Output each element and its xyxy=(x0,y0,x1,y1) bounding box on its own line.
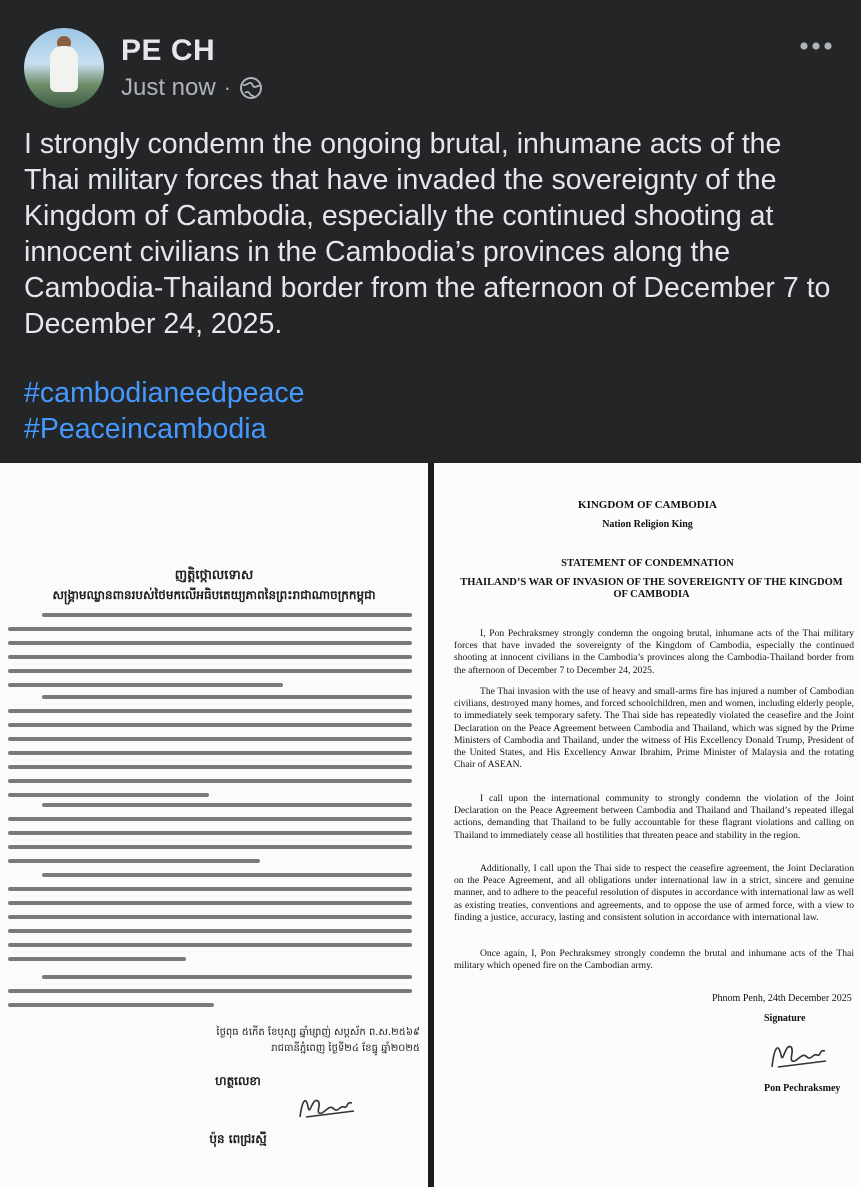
doc-heading-motto: Nation Religion King xyxy=(602,519,693,530)
khmer-text-line xyxy=(8,723,412,727)
khmer-text-line xyxy=(42,873,412,877)
doc-signature-label: Signature xyxy=(764,1013,806,1024)
doc-signatory-name: Pon Pechraksmey xyxy=(764,1083,841,1094)
khmer-text-line xyxy=(8,845,412,849)
khmer-text-line xyxy=(8,737,412,741)
khmer-text-line xyxy=(8,779,412,783)
khmer-signatory-name: ប៉ុន ពេជ្ររស្មី xyxy=(209,1132,267,1146)
doc-paragraph-4: Additionally, I call upon the Thai side to respect the ceasefire agreement, the Joint Declaration on the Peace Agreement, and all obligations under international law in a strict, sincere and genuine manner, and to adhere to the peaceful resolution of disputes in accordance with international law as well as existing treaties, conventions and agreements, and to oppose the use of armed force, with a view to finding a justice, accuracy, lasting and consistent solution in accordance with international law. xyxy=(454,863,855,923)
doc-heading-kingdom: KINGDOM OF CAMBODIA xyxy=(578,499,717,511)
doc-subtitle: THAILAND’S WAR OF INVASION OF THE SOVEREIGNTY OF THE KINGDOM OF CAMBODIA xyxy=(460,577,843,600)
hashtag-link[interactable]: #cambodianeedpeace xyxy=(24,377,305,409)
khmer-text-line xyxy=(42,613,412,617)
khmer-text-line xyxy=(42,803,412,807)
english-statement-image[interactable] xyxy=(434,463,861,1187)
avatar-person xyxy=(50,46,78,92)
khmer-text-line xyxy=(8,989,412,993)
khmer-text-line xyxy=(8,901,412,905)
doc-paragraph-1: I, Pon Pechraksmey strongly condemn the ongoing brutal, inhumane acts of the Thai military forces that have invaded the sovereignty of the Kingdom of Cambodia, especially the continued shooting at innocent civilians in the Cambodia’s provinces along the Cambodia-Thailand border from the afternoon of December 7 to December 24, 2025. xyxy=(454,628,854,676)
hashtag-list xyxy=(24,375,304,447)
khmer-text-line xyxy=(8,627,412,631)
khmer-text-line xyxy=(8,915,412,919)
khmer-text-line xyxy=(8,943,412,947)
khmer-text-line xyxy=(8,683,283,687)
khmer-text-line xyxy=(8,1003,214,1007)
khmer-text-line xyxy=(8,641,412,645)
khmer-text-line xyxy=(8,765,412,769)
avatar[interactable] xyxy=(24,28,104,108)
khmer-place-date: រាជធានីភ្នំពេញ ថ្ងៃទី២៤ ខែធ្នូ ឆ្នាំ២០២៥ xyxy=(271,1043,420,1054)
khmer-text-line xyxy=(8,817,412,821)
khmer-text-line xyxy=(8,887,412,891)
author-name[interactable]: PE CH xyxy=(121,34,216,67)
doc-paragraph-2: The Thai invasion with the use of heavy and small-arms fire has injured a number of Cambodian civilians, destroyed many homes, and forced schoolchildren, men and women, including elderly people, to immediately seek temporary safety. The Thai side has repeatedly violated the ceasefire and the Joint Declaration on the Peace Agreement between Cambodia and Thailand, which was signed by the Prime Ministers of Cambodia and Thailand, under the witness of His Excellency Donald Trump, President of the United States, and His Excellency Anwar Ibrahim, Prime Minister of Malaysia and the rotating Chair of ASEAN. xyxy=(454,686,854,771)
khmer-text-line xyxy=(8,793,209,797)
khmer-text-line xyxy=(42,975,412,979)
signature-image xyxy=(292,1087,362,1127)
khmer-text-line xyxy=(8,709,412,713)
khmer-text-line xyxy=(8,859,260,863)
post-timestamp[interactable]: Just now xyxy=(121,74,216,101)
signature-image xyxy=(764,1033,834,1077)
khmer-text-line xyxy=(42,695,412,699)
post-text: I strongly condemn the ongoing brutal, inhumane acts of the Thai military forces that have invaded the sovereignty of the Kingdom of Cambodia, especially the continued shooting at innocent civilians in the Cambodia’s provinces along the Cambodia-Thailand border from the afternoon of December 7 to December 24, 2025. xyxy=(24,128,831,340)
khmer-statement-subtitle: សង្គ្រាមឈ្លានពានរបស់ថៃមកលើអធិបតេយ្យភាពនៃព្រះរាជាណាចក្រកម្ពុជា xyxy=(52,588,376,602)
khmer-text-line xyxy=(8,957,186,961)
post-attachments xyxy=(0,463,861,1187)
khmer-text-line xyxy=(8,831,412,835)
khmer-text-line xyxy=(8,751,412,755)
post-header xyxy=(0,0,861,120)
khmer-statement-title: ញត្តិថ្កោលទោស xyxy=(174,568,254,583)
khmer-signature-label: ហត្ថលេខា xyxy=(215,1074,261,1088)
khmer-statement-image[interactable] xyxy=(0,463,428,1187)
doc-paragraph-3: I call upon the international community to strongly condemn the violation of the Joint Declaration on the Peace Agreement between Cambodia and Thailand and Thailand’s repeated illegal actions, demanding that Thailand to be fully accountable for these flagrant violations and calling on Thailand to immediately cease all hostilities that threaten peace and stability in the region. xyxy=(454,793,854,841)
khmer-date-line: ថ្ងៃពុធ ៥កើត ខែបុស្ស ឆ្នាំម្សាញ់ សប្តស័ក ព.ស.២៥៦៩ xyxy=(216,1027,420,1038)
khmer-text-line xyxy=(8,669,412,673)
hashtag-link[interactable]: #Peaceincambodia xyxy=(24,413,267,445)
globe-icon[interactable] xyxy=(239,76,263,100)
post-meta xyxy=(121,74,263,102)
khmer-text-line xyxy=(8,929,412,933)
meta-separator: · xyxy=(223,75,232,100)
doc-place-date: Phnom Penh, 24th December 2025 xyxy=(712,993,852,1004)
khmer-text-line xyxy=(8,655,412,659)
doc-title: STATEMENT OF CONDEMNATION xyxy=(561,558,734,569)
doc-paragraph-5: Once again, I, Pon Pechraksmey strongly condemn the brutal and inhumane acts of the Thai military which opened fire on the Cambodian army. xyxy=(454,948,854,972)
more-horizontal-icon[interactable] xyxy=(799,38,833,54)
